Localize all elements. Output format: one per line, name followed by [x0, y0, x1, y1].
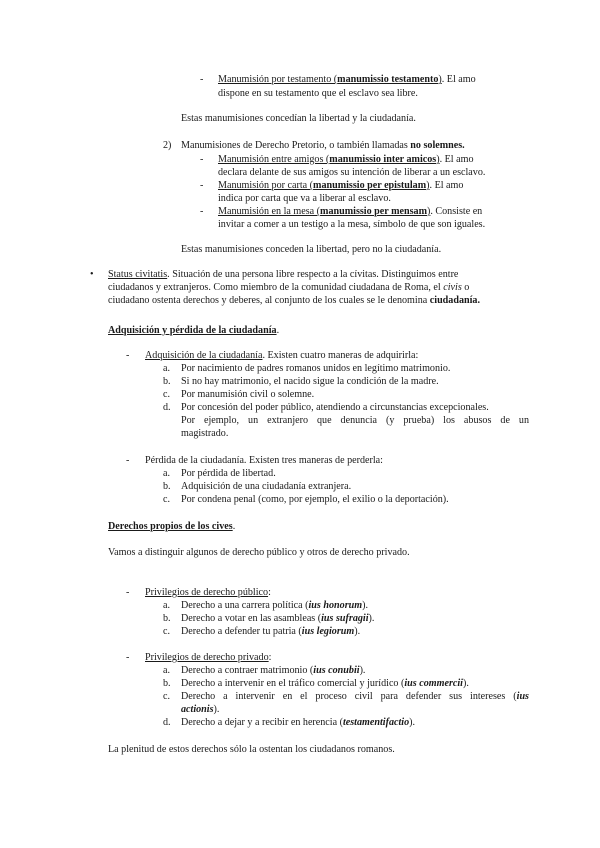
bullet: •: [90, 269, 94, 280]
perdida-subheading: Pérdida de la ciudadanía. Existen tres maneras de perderla:: [145, 455, 383, 466]
dash: -: [126, 455, 130, 466]
publico-subheading: Privilegios de derecho público:: [145, 587, 271, 598]
concluding-text-2: Estas manumisiones conceden la libertad, pero no la ciudadanía.: [181, 244, 442, 255]
closing-paragraph: La plenitud de estos derechos sólo la ostentan los ciudadanos romanos.: [108, 744, 395, 755]
manumision-testamento-line2: dispone en su testamento que el esclavo sea libre.: [218, 88, 418, 99]
pretorio-heading: Manumisiones de Derecho Pretorio, o también llamadas no solemnes.: [181, 140, 465, 151]
adquisicion-subheading: Adquisición de la ciudadanía. Existen cuatro maneras de adquirirla:: [145, 350, 419, 361]
dash: -: [126, 350, 130, 361]
status-civitatis-paragraph: Status civitatis. Situación de una persona libre respecto a la cívitas. Distinguimos entre ciudadanos y extranjeros. Como miembro de la comunidad ciudadana de Roma, el civis o ciudadano ostenta derechos y deberes, al conjunto de los cuales se le denomina ciudadanía.: [108, 269, 480, 306]
dash: -: [200, 74, 204, 85]
section-heading-adquisicion: Adquisición y pérdida de la ciudadanía.: [108, 325, 280, 336]
dash: -: [126, 587, 130, 598]
pretorio-number: 2): [163, 140, 172, 151]
dash: -: [126, 652, 130, 663]
derechos-intro: Vamos a distinguir algunos de derecho público y otros de derecho privado.: [108, 547, 410, 558]
section-heading-derechos: Derechos propios de los cives.: [108, 521, 236, 532]
privado-subheading: Privilegios de derecho privado:: [145, 652, 272, 663]
manumision-testamento-line1: Manumisión por testamento (manumissio testamento). El amo: [218, 74, 476, 85]
concluding-text-1: Estas manumisiones concedían la libertad y la ciudadanía.: [181, 113, 416, 124]
